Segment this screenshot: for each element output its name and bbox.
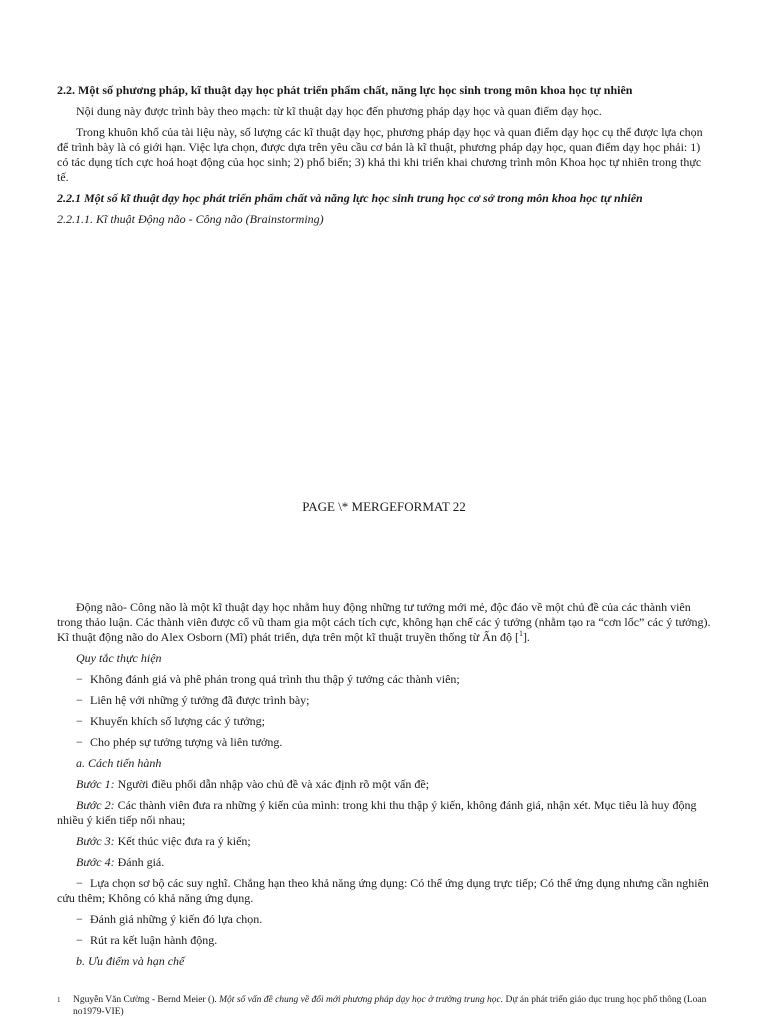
paragraph-scope: Trong khuôn khổ của tài liệu này, số lượng các kĩ thuật dạy học, phương pháp dạy học và quan điểm dạy học cụ thể được lựa chọn để trình bày là có giới hạn. Việc lựa chọn, được dựa trên yêu cầu cơ bản là kĩ thuật, phương pháp dạy học, quan điểm dạy học phải: 1) có tác dụng tích cực hoá hoạt động của học sinh; 2) phổ biến; 3) khả thi khi triển khai chương trình môn Khoa học tự nhiên trong thực tế.: [57, 125, 703, 184]
eval-item: − Rút ra kết luận hành động.: [76, 933, 218, 947]
footnote-mark: 1: [57, 996, 61, 1004]
paragraph-brainstorm-definition: [57, 600, 711, 645]
definition-end: ].: [522, 630, 530, 644]
rule-item: − Liên hệ với những ý tưởng đã được trình bày;: [76, 693, 310, 707]
rule-item: − Không đánh giá và phê phán trong quá trình thu thập ý tưởng các thành viên;: [76, 672, 460, 686]
top-section: [57, 83, 711, 227]
footnote-body: [73, 994, 709, 1018]
section-heading: 2.2. Một số phương pháp, kĩ thuật dạy học phát triển phẩm chất, năng lực học sinh trong môn khoa học tự nhiên: [57, 83, 633, 97]
footnote-authors: Nguyễn Văn Cường - Bernd Meier ().: [73, 995, 220, 1005]
subheading-techniques: 2.2.1 Một số kĩ thuật dạy học phát triển phẩm chất và năng lực học sinh trung học cơ sở trong môn khoa học tự nhiên: [57, 191, 643, 205]
step-1: Bước 1: Người điều phối dẫn nhập vào chủ đề và xác định rõ một vấn đề;: [76, 777, 430, 791]
footnote: [57, 994, 711, 1018]
footnote-rest: Dự án phát triển giáo dục trung học phổ thông (Loan no1979-VIE): [73, 995, 707, 1017]
section-a-title: a. Cách tiến hành: [76, 756, 162, 770]
eval-item: − Lựa chọn sơ bộ các suy nghĩ. Chẳng hạn theo khả năng ứng dụng: Có thể ứng dụng trực tiếp; Có thể ứng dụng nhưng cần nghiên cứu thêm; Không có khả năng ứng dụng.: [57, 876, 709, 905]
eval-item: − Đánh giá những ý kiến đó lựa chọn.: [76, 912, 263, 926]
rule-item: − Cho phép sự tưởng tượng và liên tưởng.: [76, 735, 283, 749]
dash-bullet-icon: −: [76, 693, 83, 707]
footnote-reference[interactable]: 1: [518, 629, 523, 638]
bottom-section: [57, 600, 711, 969]
dash-bullet-icon: −: [76, 912, 83, 926]
rule-item: − Khuyến khích số lượng các ý tưởng;: [76, 714, 266, 728]
subheading-brainstorming: 2.2.1.1. Kĩ thuật Động não - Công não (Brainstorming): [57, 212, 324, 226]
definition-text: Động não- Công não là một kĩ thuật dạy học nhằm huy động những tư tưởng mới mẻ, độc đáo về một chủ đề của các thành viên trong thảo luận. Các thành viên được cổ vũ tham gia một cách tích cực, không hạn chế các ý tưởng (nhằm tạo ra “cơn lốc” các ý tưởng). Kĩ thuật động não do Alex Osborn (Mĩ) phát triển, dựa trên một kĩ thuật truyền thống từ Ấn độ [: [57, 600, 711, 644]
dash-bullet-icon: −: [76, 933, 83, 947]
step-4: Bước 4: Đánh giá.: [76, 855, 165, 869]
rules-title: Quy tắc thực hiện: [76, 651, 162, 665]
dash-bullet-icon: −: [76, 714, 83, 728]
section-b-title: b. Ưu điểm và hạn chế: [76, 954, 185, 968]
dash-bullet-icon: −: [76, 735, 83, 749]
dash-bullet-icon: −: [76, 876, 83, 890]
paragraph-intro-content: Nội dung này được trình bày theo mạch: từ kĩ thuật dạy học đến phương pháp dạy học và quan điểm dạy học.: [76, 104, 602, 118]
step-2: Bước 2: Các thành viên đưa ra những ý kiến của mình: trong khi thu thập ý kiến, không đánh giá, nhận xét. Mục tiêu là huy động nhiều ý kiến tiếp nối nhau;: [57, 798, 697, 827]
dash-bullet-icon: −: [76, 672, 83, 686]
step-3: Bước 3: Kết thúc việc đưa ra ý kiến;: [76, 834, 251, 848]
footnote-title: Một số vấn đề chung về đổi mới phương pháp dạy học ở trường trung học.: [219, 995, 504, 1005]
page-number-field: PAGE \* MERGEFORMAT 22: [302, 499, 466, 514]
